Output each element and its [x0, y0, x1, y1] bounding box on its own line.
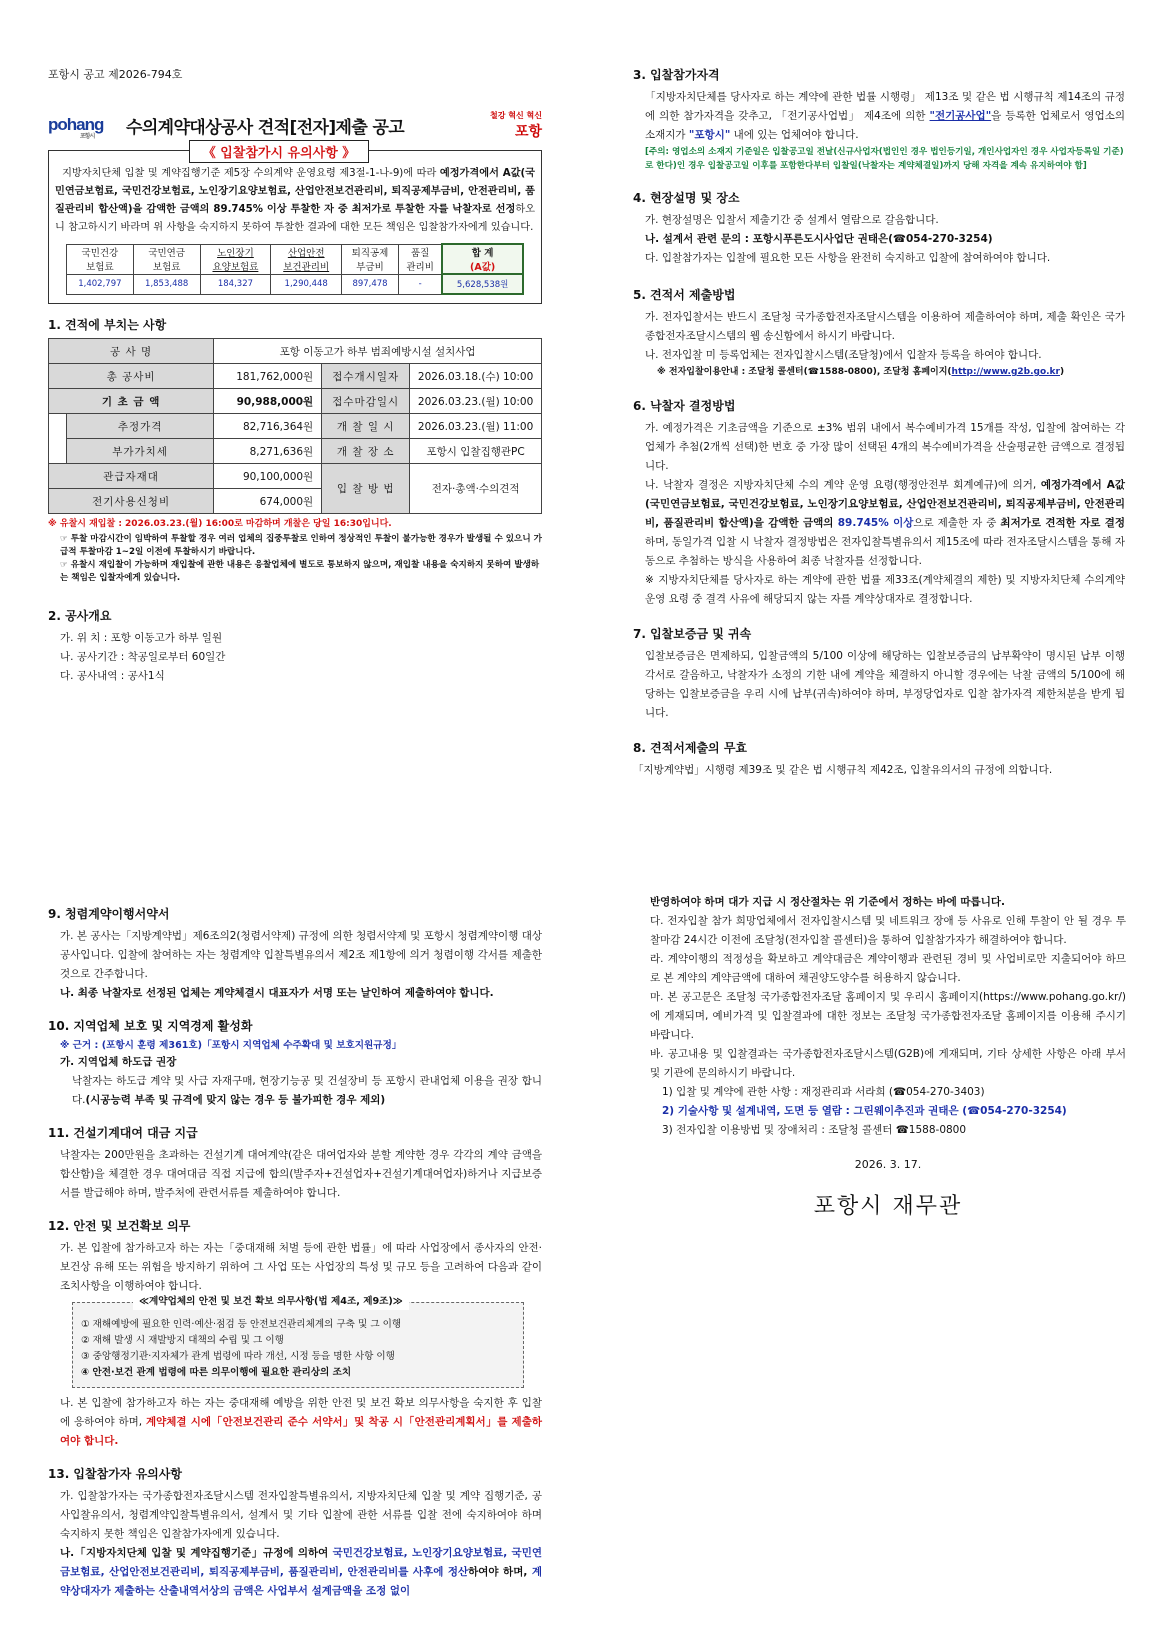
section-4-heading: 4. 현장설명 및 장소 — [633, 191, 740, 205]
invalid-text: 「지방계약법」시행령 제39조 및 같은 법 시행규칙 제42조, 입찰유의서의 규정에 의합니다. — [633, 764, 1053, 776]
fee-value: 184,327 — [200, 274, 271, 294]
mat-value: 90,100,000원 — [214, 464, 322, 489]
est-value: 82,716,364원 — [214, 414, 322, 439]
local-a: 가. 지역업체 하도급 권장 — [60, 1056, 177, 1068]
close-value: 2026.03.23.(월) 10:00 — [410, 389, 542, 414]
award-c: ※ 지방자치단체를 당사자로 하는 계약에 관한 법률 제33조(계약체결의 제한) 및 지방자치단체 수의계약 운영 요령 중 결격 사유에 해당되지 않는 자를 계약상대자로 결정합니다. — [645, 574, 1125, 605]
section-11-heading: 11. 건설기계대여 대금 지급 — [48, 1126, 198, 1140]
fee-value: 1,853,488 — [133, 274, 200, 294]
elec-label: 전기사용신청비 — [49, 489, 214, 514]
award-b: 나. 낙찰자 결정은 지방자치단체 수의 계약 운영 요령(행정안전부 회계예규)에 의거, 예정가격에서 A값(국민연금보험료, 국민건강보험료, 노인장기요양보험료, 산업안전보건관리비, 퇴직공제부금비, 안전관리비, 품질관리비 합산액)을 감액한 금액의 89.745% 이상으로 제출한 자 중 최저가로 견적한 자로 결정하며, 동일가격 입찰 시 낙찰자 결정방법은 전자입찰특별유의서 제15조에 따라 전자조달시스템을 통해 자동으로 추첨하는 방식을 사용하여 최종 낙찰자를 선정합니다. — [645, 479, 1125, 567]
caution-e: 마. 본 공고문은 조달청 국가종합전자조달 홈페이지 및 우리시 홈페이지(https://www.pohang.go.kr/)에 게재되며, 예비가격 및 입찰결과에 대한 정보는 조달청 국가종합전자조달 홈페이지를 이용해 주시기 바랍니다. — [650, 991, 1126, 1041]
fee-header: 퇴직공제 부금비 — [342, 244, 399, 274]
safety-b: 나. 본 입찰에 참가하고자 하는 자는 중대재해 예방을 위한 안전 및 보건 확보 의무사항을 숙지한 후 입찰에 응하여야 하며, 계약체결 시에「안전보건관리 준수 서약서」및 착공 시「안전관리계획서」를 제출하여야 합니다. — [60, 1397, 542, 1447]
caution-a: 가. 입찰참가자는 국가종합전자조달시스템 전자입찰특별유의서, 지방자치단체 입찰 및 계약 집행기준, 공사입찰유의서, 청렴계약입찰특별유의서, 설계서 및 기타 입찰에 관한 서류를 입찰 전에 숙지하여야 하며 숙지하지 못한 책임은 입찰참가자에게 있습니다. — [60, 1490, 542, 1540]
safety-box-title: ≪계약업체의 안전 및 보건 확보 의무사항(법 제4조, 제9조)≫ — [133, 1294, 409, 1310]
safety-item: ③ 중앙행정기관·지자체가 관계 법령에 따라 개선, 시정 등을 명한 사항 이행 — [81, 1351, 395, 1362]
right-column-top — [633, 66, 1125, 780]
qualification-text: 「지방자치단체를 당사자로 하는 계약에 관한 법률 시행령」 제13조 및 같은 법 시행규칙 제14조의 규정에 의한 참가자격을 갖추고, 「전기공사업법」 제4조에 의한 "전기공사업"을 등록한 업체로서 영업소의 소재지가 "포항시" 내에 있는 업체여야 합니다. — [645, 91, 1125, 141]
bid-info-table — [48, 338, 542, 514]
qualification-note: [주의: 영업소의 소재지 기준일은 입찰공고일 전날(신규사업자(법인인 경우 법인등기일, 개인사업자인 경우 사업자등록일 기준)로 한다)인 경우 입찰공고일 이후를 포함한다부터 입찰일(낙찰자는 계약체결일)까지 당해 자격을 계속 유지하여야 함] — [645, 147, 1124, 171]
section-3-heading: 3. 입찰참가자격 — [633, 68, 720, 82]
project-label: 공 사 명 — [49, 339, 214, 364]
contact-3: 3) 전자입찰 이용방법 및 장애처리 : 조달청 콜센터 ☎1588-0800 — [662, 1124, 967, 1136]
total-value: 181,762,000원 — [214, 364, 322, 389]
title-row — [48, 110, 542, 140]
bid-date-value: 2026.03.23.(월) 11:00 — [410, 414, 542, 439]
fee-value: - — [398, 274, 442, 294]
site-c: 다. 입찰참가자는 입찰에 필요한 모든 사항을 완전히 숙지하고 입찰에 참여하여야 합니다. — [645, 252, 1051, 264]
fee-header: 품질 관리비 — [398, 244, 442, 274]
bid-note-2: ☞ 유찰시 재입찰이 가능하며 재입찰에 관한 내용은 응찰업체에 별도로 통보하지 않으며, 재입찰 내용을 숙지하지 못하여 발생하는 책임은 입찰자에게 있습니다. — [60, 560, 540, 583]
close-label: 접수마감일시 — [322, 389, 410, 414]
bid-place-value: 포항시 입찰집행관PC — [410, 439, 542, 464]
site-b: 나. 설계서 관련 문의 : 포항시푸른도시사업단 권태은(☎054-270-3254) — [645, 233, 993, 245]
section-6-heading: 6. 낙찰자 결정방법 — [633, 399, 736, 413]
safety-a: 가. 본 입찰에 참가하고자 하는 자는「중대재해 처벌 등에 관한 법률」에 따라 사업장에서 종사자의 안전·보건상 유해 또는 위험을 방지하기 위하여 그 사업 또는 사업장의 특성 및 규모 등을 고려하여 다음과 같이 조치사항을 이행하여야 합니다. — [60, 1242, 542, 1292]
section-12-heading: 12. 안전 및 보건확보 의무 — [48, 1219, 191, 1233]
vat-label: 부가가치세 — [67, 439, 214, 464]
safety-box — [72, 1296, 524, 1388]
fee-header: 노인장기 요양보험료 — [200, 244, 271, 274]
period: 나. 공사기간 : 착공일로부터 60일간 — [60, 651, 226, 663]
location: 가. 위 치 : 포항 이동고가 하부 일원 — [60, 632, 223, 644]
section-2-heading: 2. 공사개요 — [48, 609, 112, 623]
fee-value: 1,290,448 — [271, 274, 342, 294]
caution-b: 나.「지방자치단체 입찰 및 계약집행기준」규정에 의하여 국민건강보험료, 노인장기요양보험료, 국민연금보험료, 산업안전보건관리비, 퇴직공제부금비, 품질관리비, 안전관리비를 사후에 정산하여야 하며, 계약상대자가 제출하는 산출내역서상의 금액은 사업부서 설계금액을 조정 없이 — [60, 1547, 542, 1597]
section-13-heading: 13. 입찰참가자 유의사항 — [48, 1467, 182, 1481]
mat-label: 관급자재대 — [49, 464, 214, 489]
equipment-text: 낙찰자는 200만원을 초과하는 건설기계 대여계약(같은 대여업자와 분할 계약한 경우 각각의 계약 금액을 합산함)을 체결한 경우 대여대금 직접 지급에 합의(발주자+건설업자+건설기계대여업자)하거나 지급보증서를 발급해야 하며, 발주처에 관련서류를 제출하여야 합니다. — [60, 1149, 542, 1199]
caution-f: 바. 공고내용 및 입찰결과는 국가종합전자조달시스템(G2B)에 게재되며, 기타 상세한 사항은 아래 부서 및 기관에 문의하시기 바랍니다. — [650, 1048, 1126, 1079]
caution-box — [48, 146, 542, 304]
base-label: 기 초 금 액 — [49, 389, 214, 414]
local-ref: ※ 근거 : (포항시 훈령 제361호)「포항시 지역업체 수주확대 및 보호지원규정」 — [60, 1040, 402, 1051]
slogan-logo: 철강 혁신 혁신 포항 — [490, 110, 542, 140]
deposit-text: 입찰보증금은 면제하되, 입찰금액의 5/100 이상에 해당하는 입찰보증금의 납부확약이 명시된 납부 이행 각서로 갈음하고, 낙찰자가 소정의 기한 내에 계약을 체결하지 아니할 경우에는 낙찰 금액의 5/100에 해당하는 입찰보증금을 우리 시에 납부(귀속)하여야 하며, 부정당업자로 입찰 참가자격 제한처분을 받게 됩니다. — [645, 650, 1125, 719]
section-8-heading: 8. 견적서제출의 무효 — [633, 741, 748, 755]
pohang-logo: pohang 포항시 — [48, 115, 104, 140]
submit-c: ※ 전자입찰이용안내 : 조달청 콜센터(☎1588-0800), 조달청 홈페이지(http://www.g2b.go.kr) — [657, 367, 1065, 377]
integrity-b: 나. 최종 낙찰자로 선정된 업체는 계약체결시 대표자가 서명 또는 날인하여 제출하여야 합니다. — [60, 987, 494, 999]
g2b-link[interactable]: http://www.g2b.go.kr — [951, 367, 1060, 377]
safety-item: ④ 안전·보건 관계 법령에 따른 의무이행에 필요한 관리상의 조치 — [81, 1367, 352, 1378]
rebid-notice: ※ 유찰시 재입찰 : 2026.03.23.(월) 16:00로 마감하며 개찰은 당일 16:30입니다. — [48, 519, 392, 529]
bid-place-label: 개 찰 장 소 — [322, 439, 410, 464]
bid-note-1: ☞ 투찰 마감시간이 임박하여 투찰할 경우 여러 업체의 집중투찰로 인하여 정상적인 투찰이 불가능한 경우가 발생될 수 있으니 가급적 투찰마감 1~2일 이전에 투찰하시기 바랍니다. — [60, 534, 542, 557]
fee-value: 897,478 — [342, 274, 399, 294]
contact-2: 2) 기술사항 및 설계내역, 도면 등 열람 : 그린웨이추진과 권태은 (☎054-270-3254) — [662, 1105, 1067, 1117]
section-5-heading: 5. 견적서 제출방법 — [633, 288, 736, 302]
caution-d: 라. 계약이행의 적정성을 확보하고 계약대금은 계약이행과 관련된 경비 및 사업비로만 지출되어야 하므로 본 계약의 계약금액에 대하여 채권양도양수를 허용하지 않습니다. — [650, 953, 1126, 984]
site-a: 가. 현장설명은 입찰서 제출기간 중 설계서 열람으로 갈음합니다. — [645, 214, 939, 226]
caution-title: 《 입찰참가시 유의사항 》 — [189, 140, 369, 163]
vat-value: 8,271,636원 — [214, 439, 322, 464]
open-label: 접수개시일자 — [322, 364, 410, 389]
total-label: 총 공사비 — [49, 364, 214, 389]
base-value: 90,988,000원 — [214, 389, 322, 414]
section-7-heading: 7. 입찰보증금 및 귀속 — [633, 627, 752, 641]
caution-text: 지방자치단체 입찰 및 계약집행기준 제5장 수의계약 운영요령 제3절-1-나-9)에 따라 예정가격에서 A값(국민연금보험료, 국민건강보험료, 노인장기요양보험료, 산업안전보건관리비, 퇴직공제부금비, 안전관리비, 품질관리비 합산액)을 감액한 금액의 89.745% 이상 투찰한 자 중 최저가로 투찰한 자를 낙찰자로 선정하오니 참고하시기 바라며 위 사항을 숙지하지 못하여 투찰한 결과에 대한 모든 책임은 입찰참가자에게 있습니다. — [55, 168, 535, 233]
method-value: 전자·총액·수의견적 — [410, 464, 542, 514]
project-name: 포항 이동고가 하부 범죄예방시설 설치사업 — [214, 339, 542, 364]
fee-total-value: 5,628,538원 — [442, 274, 523, 294]
fee-value: 1,402,797 — [67, 274, 134, 294]
open-value: 2026.03.18.(수) 10:00 — [410, 364, 542, 389]
contact-1: 1) 입찰 및 계약에 관한 사항 : 재정관리과 서라희 (☎054-270-3403) — [662, 1086, 985, 1098]
section-1-heading: 1. 견적에 부치는 사항 — [48, 318, 167, 332]
signature-title: 포항시 재무관 — [813, 1194, 963, 1219]
scope: 다. 공사내역 : 공사1식 — [60, 670, 165, 682]
caution-c: 다. 전자입찰 참가 희망업체에서 전자입찰시스템 및 네트워크 장애 등 사유로 인해 투찰이 안 될 경우 투찰마감 24시간 이전에 조달청(전자입찰 콜센터)을 통하여 입찰참가자가 해결하여야 합니다. — [650, 915, 1126, 946]
fee-header: 국민연금 보험료 — [133, 244, 200, 274]
safety-item: ② 재해 발생 시 재발방지 대책의 수립 및 그 이행 — [81, 1335, 284, 1346]
local-text: 낙찰자는 하도급 계약 및 사급 자재구매, 현장기능공 및 건설장비 등 포항시 관내업체 이용을 권장 합니다.(시공능력 부족 및 규격에 맞지 않는 경우 등 불가피한 경우 제외) — [72, 1075, 542, 1106]
method-label: 입 찰 방 법 — [322, 464, 410, 514]
page-title: 수의계약대상공사 견적[전자]제출 공고 — [126, 117, 405, 138]
notice-date: 2026. 3. 17. — [854, 1158, 922, 1171]
left-column-bottom — [48, 905, 542, 1601]
integrity-a: 가. 본 공사는「지방계약법」제6조의2(청렴서약제) 규정에 의한 청렴서약제 및 포항시 청렴계약이행 대상공사입니다. 입찰에 참여하는 자는 청렴계약 입찰특별유의서 제2조 제1항에 의거 청렴이행 각서를 제출한 것으로 간주합니다. — [60, 930, 542, 980]
spacer-cell — [49, 414, 67, 464]
notice-number: 포항시 공고 제2026-794호 — [48, 68, 183, 81]
fee-header: 산업안전 보건관리비 — [271, 244, 342, 274]
left-column-top — [48, 66, 542, 686]
section-9-heading: 9. 청렴계약이행서약서 — [48, 907, 170, 921]
submit-a: 가. 전자입찰서는 반드시 조달청 국가종합전자조달시스템을 이용하여 제출하여야 하며, 제출 확인은 국가종합전자조달시스템의 웹 송신함에서 하시기 바랍니다. — [645, 311, 1125, 342]
est-label: 추정가격 — [67, 414, 214, 439]
bid-date-label: 개 찰 일 시 — [322, 414, 410, 439]
caution-b-cont: 반영하여야 하며 대가 지급 시 정산절차는 위 기준에서 정하는 바에 따릅니다. — [650, 896, 1005, 908]
fee-total-header: 합 계 (A값) — [442, 244, 523, 274]
submit-b: 나. 전자입찰 미 등록업체는 전자입찰시스템(조달청)에서 입찰자 등록을 하여야 합니다. — [645, 349, 1042, 361]
award-a: 가. 예정가격은 기초금액을 기준으로 ±3% 범위 내에서 복수예비가격 15개를 작성, 입찰에 참여하는 각 업체가 추첨(2개씩 선택)한 번호 중 가장 많이 선택된 4개의 복수예비가격을 산술평균한 금액으로 결정됩니다. — [645, 422, 1125, 472]
section-10-heading: 10. 지역업체 보호 및 지역경제 활성화 — [48, 1019, 253, 1033]
elec-value: 674,000원 — [214, 489, 322, 514]
safety-item: ① 재해예방에 필요한 인력·예산·점검 등 안전보건관리체계의 구축 및 그 이행 — [81, 1319, 402, 1330]
fee-header: 국민건강 보험료 — [67, 244, 134, 274]
fee-table — [66, 243, 524, 295]
right-column-bottom — [650, 893, 1126, 1220]
